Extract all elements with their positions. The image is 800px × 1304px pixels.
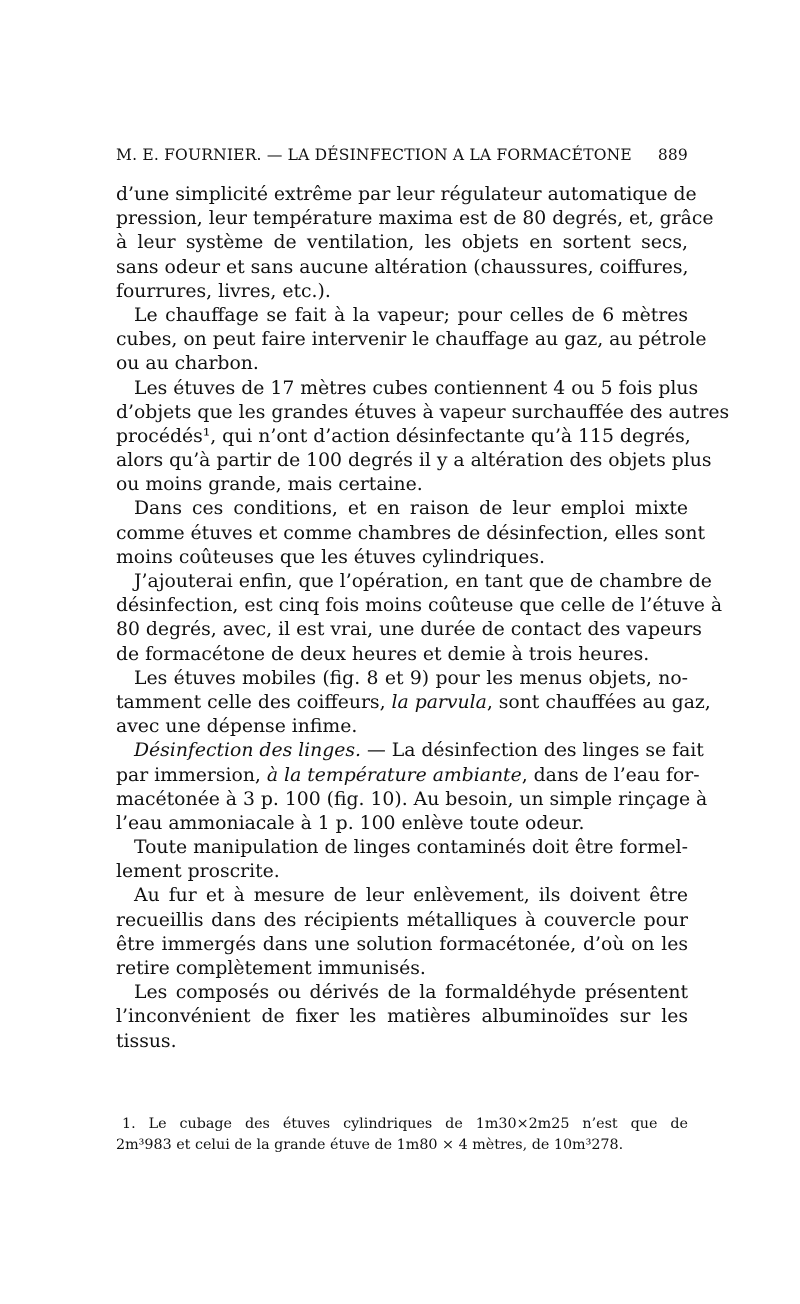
page-number: 889 [657,146,688,164]
body-text [116,183,730,1054]
text-line: l’eau ammoniacale à 1 p. 100 enlève toute odeur. [116,812,585,834]
text-line: d’une simplicité extrême par leur régulateur automatique de [116,184,697,205]
italic-temperature: à la température ambiante [266,764,522,786]
text-line: d’objets que les grandes étuves à vapeur surchauffée des autres [116,401,730,423]
text-line: à leur système de ventilation, les objets en sortent secs, [116,232,688,254]
text-line: désinfection, est cinq fois moins coûteuse que celle de l’étuve à [116,595,723,617]
text-line: Les composés ou dérivés de la formaldéhyde présentent [134,982,688,1004]
text-line: recueillis dans des récipients métalliques à couvercle pour [116,909,688,931]
text-line: moins coûteuses que les étuves cylindriques. [116,546,545,568]
italic-parvula: la parvula [391,691,487,713]
text-line: Dans ces conditions, et en raison de leur emploi mixte [134,498,688,520]
text-line: avec une dépense infime. [116,716,358,738]
text-line: ou au charbon. [116,353,259,375]
text-line: de formacétone de deux heures et demie à trois heures. [116,643,650,665]
text-fragment: , dans de l’eau for- [521,764,700,786]
text-line: l’inconvénient de fixer les matières albuminoïdes sur les [116,1006,688,1028]
text-line: J’ajouterai enfin, que l’opération, en tant que de chambre de [134,571,712,592]
text-line: Le chauffage se fait à la vapeur; pour celles de 6 mètres [134,304,688,326]
text-line: macétonée à 3 p. 100 (fig. 10). Au besoin, un simple rinçage à [116,788,708,810]
text-line: Au fur et à mesure de leur enlèvement, ils doivent être [134,885,688,907]
text-line: procédés¹, qui n’ont d’action désinfectante qu’à 115 degrés, [116,425,691,447]
footnote-line: 2m³983 et celui de la grande étuve de 1m80 × 4 mètres, de 10m³278. [116,1137,624,1153]
footnote-line: 1. Le cubage des étuves cylindriques de 1m30×2m25 n’est que de [122,1116,688,1132]
footnote [116,1114,688,1156]
text-line: lement proscrite. [116,861,280,883]
text-line: Toute manipulation de linges contaminés doit être formel- [134,837,688,859]
section-heading-linges: Désinfection des linges. [134,740,362,762]
text-line: tissus. [116,1030,177,1052]
text-line [116,739,704,763]
text-fragment: — La désinfection des linges se fait [367,740,704,762]
text-fragment: tamment celle des coiffeurs, [116,691,386,713]
text-line: Les étuves mobiles (fig. 8 et 9) pour les menus objets, no- [134,667,688,689]
text-line: ou moins grande, mais certaine. [116,474,423,496]
text-line: retire complètement immunisés. [116,958,426,979]
text-fragment: , sont chauffées au gaz, [486,691,711,713]
text-line: Les étuves de 17 mètres cubes contiennent 4 ou 5 fois plus [134,377,699,399]
text-line: sans odeur et sans aucune altération (chaussures, coiffures, [116,256,689,278]
text-line [116,691,711,715]
text-line: pression, leur température maxima est de 80 degrés, et, grâce [116,208,714,230]
text-line: 80 degrés, avec, il est vrai, une durée de contact des vapeurs [116,619,702,641]
text-line: cubes, on peut faire intervenir le chauffage au gaz, au pétrole [116,329,707,351]
text-line: alors qu’à partir de 100 degrés il y a altération des objets plus [116,450,712,472]
text-line [116,764,700,788]
text-line: fourrures, livres, etc.). [116,280,331,302]
running-head [116,146,688,172]
text-line: être immergés dans une solution formacétonée, d’où on les [116,933,688,955]
text-line: comme étuves et comme chambres de désinfection, elles sont [116,522,706,544]
running-title: M. E. FOURNIER. — LA DÉSINFECTION A LA FORMACÉTONE [116,146,632,164]
text-fragment: par immersion, [116,764,261,786]
